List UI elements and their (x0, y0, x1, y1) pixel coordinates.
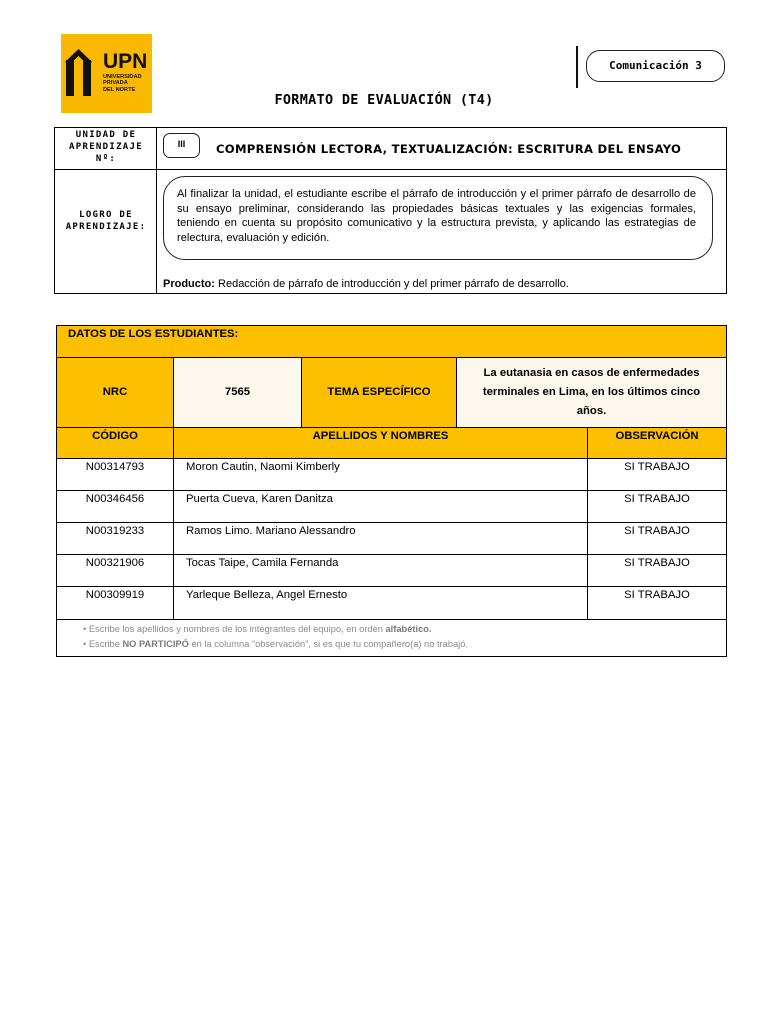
student-name: Ramos Limo. Mariano Alessandro (173, 522, 588, 555)
nrc-value: 7565 (173, 357, 302, 428)
logro-label (55, 209, 157, 233)
student-code: N00321906 (56, 554, 174, 587)
topic-label: TEMA ESPECÍFICO (301, 357, 457, 428)
instructions-notes (56, 619, 727, 657)
col-header-name: APELLIDOS Y NOMBRES (173, 427, 588, 459)
student-observation: SI TRABAJO (587, 586, 727, 620)
product-label: Producto: (163, 278, 215, 290)
logro-label-line: LOGRO DE (79, 210, 133, 220)
logro-label-line: APRENDIZAJE: (65, 222, 147, 232)
note-item (83, 622, 726, 637)
student-name: Yarleque Belleza, Angel Ernesto (173, 586, 588, 620)
note-emphasis: NO PARTICIPÓ (122, 639, 189, 649)
topic-value: La eutanasia en casos de enfermedades terminales en Lima, en los últimos cinco años. (456, 357, 727, 428)
note-emphasis: alfabético. (385, 624, 432, 634)
note-text: en la columna “observación”, si es que tu compañero(a) no trabajó. (188, 639, 468, 649)
student-observation: SI TRABAJO (587, 490, 727, 523)
header-divider (576, 46, 578, 88)
unit-label-line: UNIDAD DE (75, 130, 137, 140)
unit-number: III (163, 133, 200, 158)
table-divider (54, 169, 727, 170)
course-badge: Comunicación 3 (586, 50, 725, 82)
student-observation: SI TRABAJO (587, 458, 727, 491)
product-line (163, 278, 569, 290)
logo-sub-line: UNIVERSIDAD (103, 74, 142, 80)
logro-text: Al finalizar la unidad, el estudiante escribe el párrafo de introducción y el primer párrafo de desarrollo de su ensayo preliminar, considerando las propiedades básicas textuales y las exigencias formales, teniendo en cuenta su propósito comunicativo y la estructura prevista, y aplicando las estrategias de relectura, evaluación y edición. (163, 176, 713, 260)
student-name: Tocas Taipe, Camila Fernanda (173, 554, 588, 587)
nrc-label: NRC (56, 357, 174, 428)
unit-title: COMPRENSIÓN LECTORA, TEXTUALIZACIÓN: ESCRITURA DEL ENSAYO (216, 142, 682, 156)
note-text: Escribe (88, 639, 123, 649)
bullet: • (83, 639, 87, 649)
student-code: N00309919 (56, 586, 174, 620)
bullet: • (83, 624, 87, 634)
document-title: FORMATO DE EVALUACIÓN (T4) (274, 92, 494, 108)
col-header-observation: OBSERVACIÓN (587, 427, 727, 459)
unit-label (55, 129, 157, 165)
logo-sub-line: DEL NORTE (103, 86, 136, 93)
unit-label-line: APRENDIZAJE (69, 142, 143, 152)
student-observation: SI TRABAJO (587, 522, 727, 555)
logo-brand: UPN (103, 50, 148, 73)
note-text: Escribe los apellidos y nombres de los integrantes del equipo, en orden (88, 624, 386, 634)
student-name: Moron Cautin, Naomi Kimberly (173, 458, 588, 491)
note-item (83, 637, 726, 652)
unit-label-line: Nº: (95, 154, 117, 164)
product-text: Redacción de párrafo de introducción y del primer párrafo de desarrollo. (214, 278, 569, 290)
student-code: N00319233 (56, 522, 174, 555)
student-code: N00346456 (56, 490, 174, 523)
student-code: N00314793 (56, 458, 174, 491)
table-divider (156, 127, 157, 294)
student-name: Puerta Cueva, Karen Danitza (173, 490, 588, 523)
logo-subtitle (103, 74, 142, 93)
logo-sub-line: PRIVADA (103, 80, 128, 87)
student-observation: SI TRABAJO (587, 554, 727, 587)
students-section-title: DATOS DE LOS ESTUDIANTES: (56, 325, 727, 358)
col-header-code: CÓDIGO (56, 427, 174, 459)
